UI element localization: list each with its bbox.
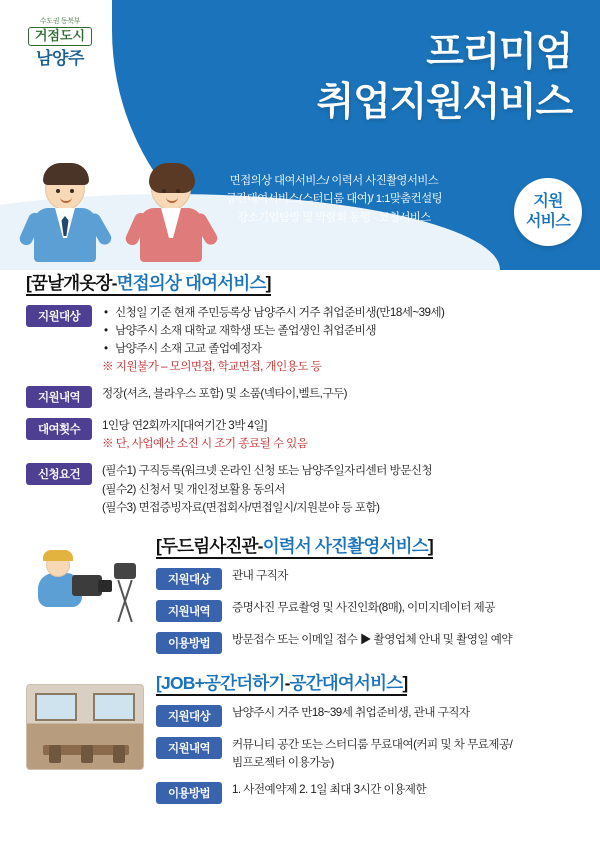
tag-photo-contents: 지원내역 [156, 600, 222, 622]
header-subtitle-line-2: 공간대여서비스(스터디룸 대여)/ 1:1맞춤컨설팅 [225, 193, 443, 206]
section-clothing-rental [0, 270, 600, 517]
city-logo-tagline: 수도권 동북부 [39, 18, 81, 25]
space-photo-thumbnail [26, 684, 144, 770]
text-requirements [102, 462, 574, 516]
section-3-title [156, 670, 574, 695]
header-subtitle-line-1: 면접의상 대여서비스/ 이력서 사진촬영서비스 [229, 175, 439, 187]
support-service-badge [514, 178, 582, 246]
tag-space-target: 지원대상 [156, 705, 222, 727]
city-logo [28, 18, 92, 82]
poster-header [0, 0, 600, 270]
row-rental-count [26, 417, 574, 453]
requirement-line: (필수3) 면접증빙자료(면접회사/면접일시/지원분야 등 포함) [102, 500, 380, 514]
section-space-rental [0, 670, 600, 804]
row-photo-usage [156, 631, 574, 654]
row-contents [26, 385, 574, 408]
illustration-female-character [140, 168, 202, 262]
section-1-title-text: [꿈날개옷장-면접의상 대여서비스] [26, 273, 271, 296]
female-head-icon [151, 168, 191, 210]
tag-target: 지원대상 [26, 305, 92, 327]
badge-line-1: 지원 [533, 193, 563, 211]
list-item: • 남양주시 소재 대학교 재학생 또는 졸업생인 취업준비생 [115, 322, 574, 340]
list-item: • 남양주시 소재 고교 졸업예정자 [115, 340, 574, 358]
text-rental-count [102, 417, 574, 453]
text-photo-usage: 방문접수 또는 이메일 접수 ▶ 촬영업체 안내 및 촬영일 예약 [232, 632, 513, 646]
section-1-title [26, 270, 574, 295]
header-subtitle [164, 172, 504, 227]
requirement-line: (필수2) 신청서 및 개인정보활용 동의서 [102, 482, 285, 496]
row-requirements [26, 462, 574, 516]
note-budget: ※ 단, 사업예산 소진 시 조기 종료될 수 있음 [102, 437, 308, 451]
tag-space-contents: 지원내역 [156, 737, 222, 759]
text-target [102, 304, 574, 376]
text-space-target: 남양주시 거주 만18~39세 취업준비생, 관내 구직자 [232, 705, 470, 719]
text-photo-contents: 증명사진 무료촬영 및 사진인화(8매), 이미지데이터 제공 [232, 600, 495, 614]
page-title [317, 28, 572, 128]
note-exclusions: ※ 지원불가 – 모의면접, 학교면접, 개인용도 등 [102, 360, 322, 374]
photographer-illustration [26, 547, 144, 633]
rental-count-line: 1인당 연2회까지[대여기간 3박 4일] [102, 419, 267, 433]
text-photo-target: 관내 구직자 [232, 568, 288, 582]
badge-line-2: 서비스 [526, 213, 570, 230]
space-contents-line: 빔프로젝터 이용가능) [232, 755, 334, 769]
footer-spacer [0, 804, 600, 832]
section-3-title-text: [JOB+공간더하기-공간대여서비스] [156, 673, 407, 696]
header-subtitle-line-3: 강소기업탐방 및 박람회 동행 · 코칭서비스 [237, 211, 431, 224]
page-title-line-2: 취업지원서비스 [316, 80, 572, 124]
tag-rental-count: 대여횟수 [26, 418, 92, 440]
row-photo-target [156, 567, 574, 590]
tag-requirements: 신청요건 [26, 463, 92, 485]
section-2-title-text: [두드림사진관-이력서 사진촬영서비스] [156, 536, 433, 559]
tag-photo-usage: 이용방법 [156, 632, 222, 654]
text-space-contents [232, 736, 574, 772]
city-logo-subtitle: 거점도시 [28, 27, 92, 46]
page-title-line-1: 프리미엄 [426, 31, 572, 74]
tag-space-usage: 이용방법 [156, 782, 222, 804]
tag-contents: 지원내역 [26, 386, 92, 408]
city-logo-name: 남양주 [36, 48, 84, 68]
text-space-usage: 1. 사전예약제 2. 1일 최대 3시간 이용제한 [232, 782, 427, 796]
row-space-contents [156, 736, 574, 772]
space-contents-line: 커뮤니티 공간 또는 스터디룸 무료대여(커피 및 차 무료제공/ [232, 737, 513, 751]
list-item: • 신청일 기준 현재 주민등록상 남양주시 거주 취업준비생(만18세~39세) [115, 304, 574, 322]
section-photo-studio [0, 533, 600, 654]
row-space-target [156, 704, 574, 727]
requirement-line: (필수1) 구직등록(워크넷 온라인 신청 또는 남양주일자리센터 방문신청 [102, 464, 433, 478]
row-space-usage [156, 781, 574, 804]
tripod-light-icon [114, 563, 136, 579]
illustration-male-character [34, 168, 96, 262]
text-contents: 정장(셔츠, 블라우스 포함) 및 소품(넥타이,벨트,구두) [102, 387, 347, 401]
male-head-icon [45, 168, 85, 210]
tag-photo-target: 지원대상 [156, 568, 222, 590]
row-target [26, 304, 574, 376]
section-2-title [156, 533, 574, 558]
row-photo-contents [156, 599, 574, 622]
